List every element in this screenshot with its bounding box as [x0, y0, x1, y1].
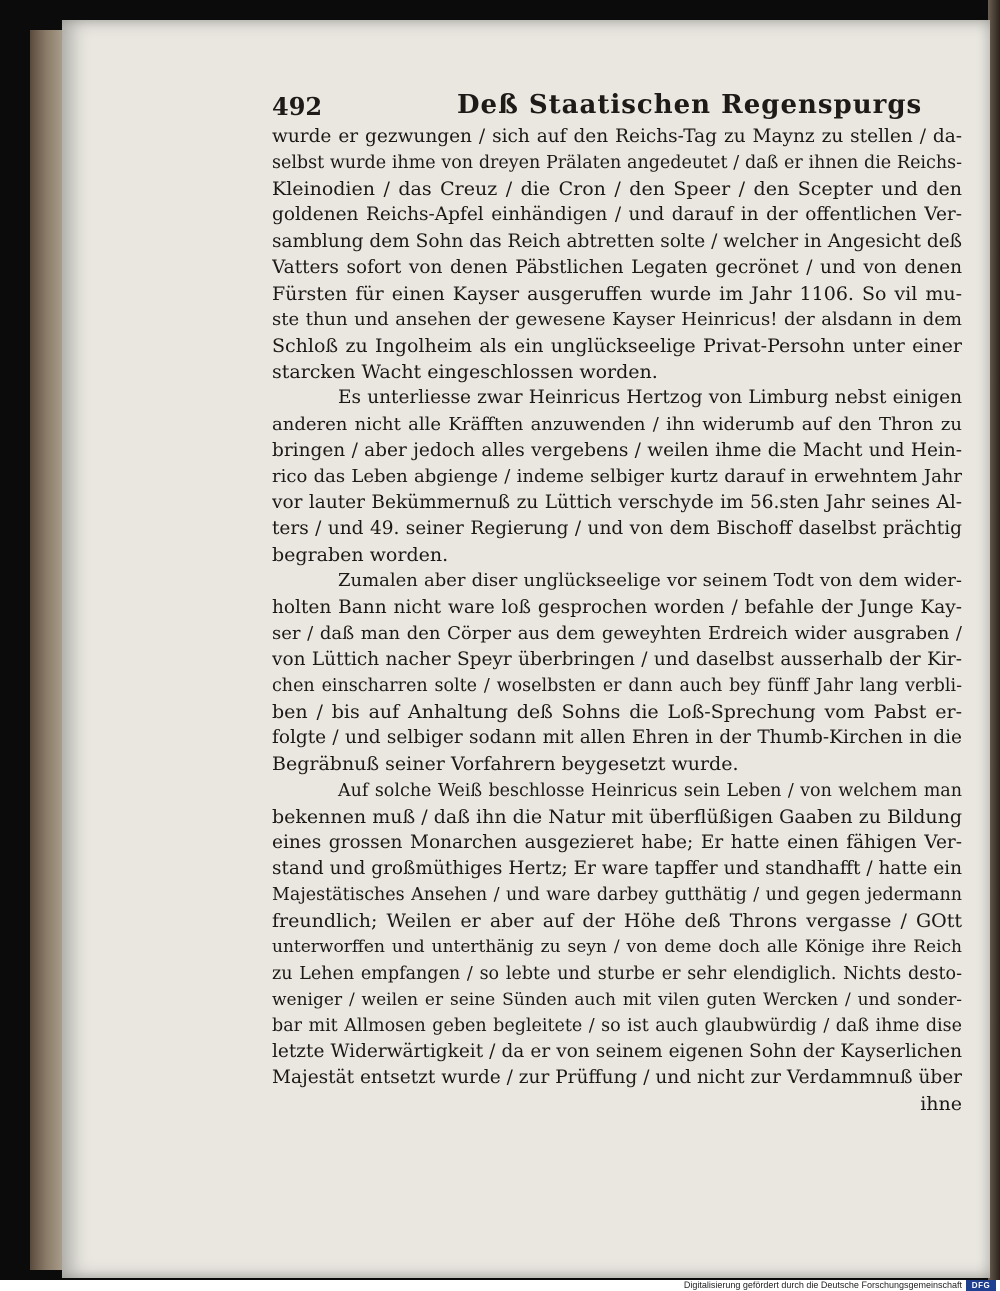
body-text [272, 124, 962, 1117]
text-line: Es unterliesse zwar Heinricus Hertzog von Limburg nebst einigen [338, 387, 962, 409]
text-line: begraben worden. [272, 544, 449, 567]
text-line: holten Bann nicht ware loß gesprochen worden / befahle der Junge Kay- [272, 596, 962, 618]
text-line: stand und großmüthiges Hertz; Er ware tapffer und standhafft / hatte ein [272, 857, 962, 879]
text-line: starcken Wacht eingeschlossen worden. [272, 361, 658, 384]
text-line: bekennen muß / daß ihn die Natur mit überflüßigen Gaaben zu Bildung [272, 805, 962, 828]
text-line: letzte Widerwärtigkeit / da er von seinem eigenen Sohn der Kayserlichen [272, 1040, 962, 1062]
text-line: vor lauter Bekümmernuß zu Lüttich verschyde im 56.sten Jahr seines Al- [272, 491, 962, 513]
text-line: weniger / weilen er seine Sünden auch mit vilen guten Wercken / und sonder- [272, 989, 962, 1010]
text-line: ste thun und ansehen der gewesene Kayser Heinricus! der alsdann in dem [272, 308, 962, 330]
text-line: selbst wurde ihme von dreyen Prälaten angedeutet / daß er ihnen die Reichs- [272, 153, 962, 174]
text-line: ihne [920, 1093, 962, 1116]
text-line: ben / bis auf Anhaltung deß Sohns die Loß-Sprechung vom Pabst er- [272, 701, 962, 724]
text-line: Vatters sofort von denen Päbstlichen Legaten gecrönet / und von denen [272, 256, 962, 278]
text-line: Schloß zu Ingolheim als ein unglückseelige Privat-Persohn unter einer [272, 335, 962, 358]
text-line: zu Lehen empfangen / so lebte und sturbe er sehr elendiglich. Nichts desto- [272, 963, 962, 984]
text-line: bar mit Allmosen geben begleitete / so ist auch glaubwürdig / daß ihme dise [272, 1015, 962, 1036]
text-line: von Lüttich nacher Speyr überbringen / und daselbst ausserhalb der Kir- [272, 648, 962, 670]
text-line: Auf solche Weiß beschlosse Heinricus sein Leben / von welchem man [338, 780, 962, 801]
text-line: Kleinodien / das Creuz / die Cron / den Speer / den Scepter und den [272, 178, 962, 201]
text-line: chen einscharren solte / woselbsten er dann auch bey fünff Jahr lang verbli- [272, 675, 962, 696]
text-line: ser / daß man den Cörper aus dem geweyhten Erdreich wider ausgraben / [272, 622, 962, 644]
text-line: Fürsten für einen Kayser ausgeruffen wurde im Jahr 1106. So vil mu- [272, 282, 962, 305]
footer-bar [0, 1280, 1000, 1291]
text-line: bringen / aber jedoch alles vergebens / weilen ihme die Macht und Hein- [272, 439, 962, 461]
text-line: Majestät entsetzt wurde / zur Prüffung / und nicht zur Verdammnuß über [272, 1067, 962, 1089]
text-line: freundlich; Weilen er aber auf der Höhe deß Throns vergasse / GOtt [272, 910, 962, 933]
page-header [272, 88, 962, 128]
text-line: anderen nicht alle Kräfften anzuwenden / ihn widerumb auf den Thron zu [272, 413, 962, 435]
text-line: Majestätisches Ansehen / und ware darbey gutthätig / und gegen jedermann [272, 885, 962, 906]
text-line: folgte / und selbiger sodann mit allen Ehren in der Thumb-Kirchen in die [272, 727, 962, 749]
text-line: Begräbnuß seiner Vorfahrern beygesetzt wurde. [272, 753, 739, 776]
text-line: Zumalen aber diser unglückseelige vor seinem Todt von dem wider- [338, 570, 962, 592]
running-head: Deß Staatischen Regenspurgs [457, 90, 923, 120]
text-line: ters / und 49. seiner Regierung / und von dem Bischoff daselbst prächtig [272, 518, 962, 540]
dfg-logo: DFG [966, 1280, 996, 1291]
text-line: rico das Leben abgienge / indeme selbiger kurtz darauf in erwehntem Jahr [272, 465, 962, 487]
text-line: unterworffen und unterthänig zu seyn / von deme doch alle Könige ihre Reich [272, 937, 962, 958]
text-line: goldenen Reichs-Apfel einhändigen / und darauf in der offentlichen Ver- [272, 204, 962, 226]
page-number: 492 [272, 92, 323, 121]
text-line: samblung dem Sohn das Reich abtretten solte / welcher in Angesicht deß [272, 230, 962, 252]
footer-credit: Digitalisierung gefördert durch die Deutsche Forschungsgemeinschaft [683, 1280, 962, 1290]
text-line: eines grossen Monarchen ausgezieret habe; Er hatte einen fähigen Ver- [272, 831, 962, 853]
text-line: wurde er gezwungen / sich auf den Reichs-Tag zu Maynz zu stellen / da- [272, 126, 962, 147]
